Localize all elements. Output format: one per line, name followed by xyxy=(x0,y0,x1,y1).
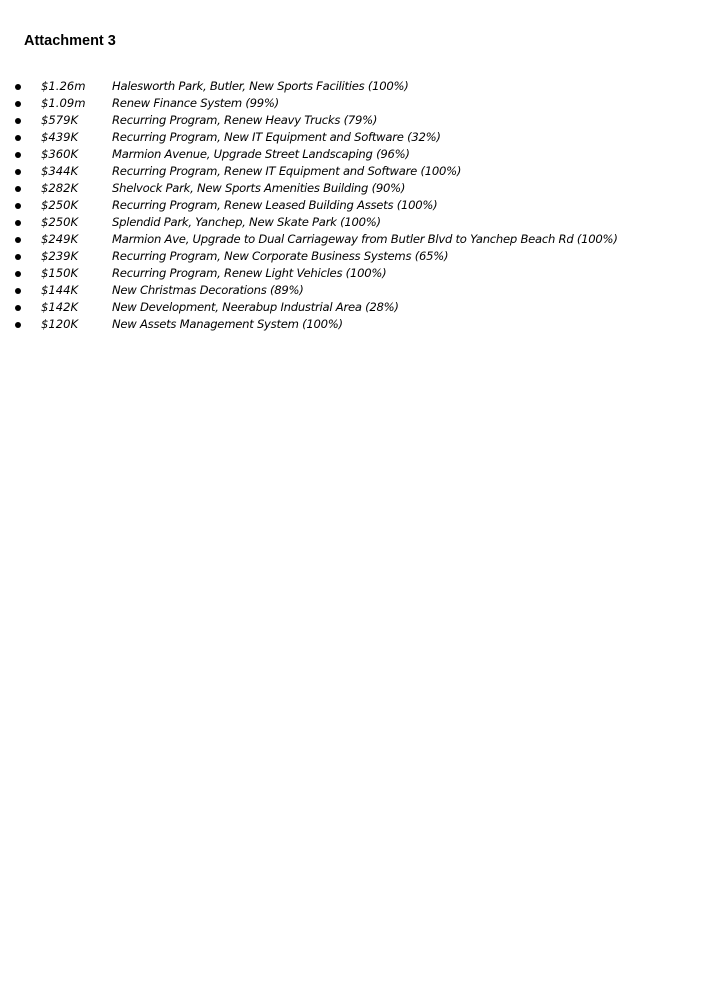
bullet-icon xyxy=(15,101,21,107)
list-item xyxy=(0,78,706,95)
bullet-icon xyxy=(15,322,21,328)
item-amount: $150K xyxy=(41,266,79,280)
item-amount: $360K xyxy=(41,147,79,161)
list-item xyxy=(0,180,706,197)
item-amount: $282K xyxy=(41,181,79,195)
item-description: Recurring Program, Renew Light Vehicles (100%) xyxy=(112,266,387,280)
item-description: Marmion Avenue, Upgrade Street Landscaping (96%) xyxy=(112,147,410,161)
list-item xyxy=(0,146,706,163)
bullet-icon xyxy=(15,152,21,158)
list-item xyxy=(0,282,706,299)
item-amount: $250K xyxy=(41,198,79,212)
bullet-icon xyxy=(15,237,21,243)
item-description: Recurring Program, Renew Leased Building Assets (100%) xyxy=(112,198,438,212)
list-item xyxy=(0,316,706,333)
bullet-icon xyxy=(15,118,21,124)
item-amount: $579K xyxy=(41,113,79,127)
item-description: Recurring Program, Renew Heavy Trucks (79%) xyxy=(112,113,378,127)
item-amount: $1.09m xyxy=(41,96,86,110)
item-amount: $344K xyxy=(41,164,79,178)
list-item xyxy=(0,248,706,265)
list-item xyxy=(0,197,706,214)
item-description: Halesworth Park, Butler, New Sports Facilities (100%) xyxy=(112,79,409,93)
item-description: New Development, Neerabup Industrial Area (28%) xyxy=(112,300,399,314)
item-description: Renew Finance System (99%) xyxy=(112,96,279,110)
item-description: Marmion Ave, Upgrade to Dual Carriageway from Butler Blvd to Yanchep Beach Rd (100%) xyxy=(112,232,618,246)
capital-items-list xyxy=(0,78,706,333)
bullet-icon xyxy=(15,254,21,260)
bullet-icon xyxy=(15,271,21,277)
bullet-icon xyxy=(15,220,21,226)
list-item xyxy=(0,299,706,316)
bullet-icon xyxy=(15,135,21,141)
item-description: Shelvock Park, New Sports Amenities Building (90%) xyxy=(112,181,406,195)
item-amount: $1.26m xyxy=(41,79,86,93)
item-amount: $239K xyxy=(41,249,79,263)
item-description: Recurring Program, New Corporate Business Systems (65%) xyxy=(112,249,449,263)
list-item xyxy=(0,265,706,282)
bullet-icon xyxy=(15,84,21,90)
list-item xyxy=(0,95,706,112)
list-item xyxy=(0,231,706,248)
item-description: New Christmas Decorations (89%) xyxy=(112,283,304,297)
list-item xyxy=(0,163,706,180)
item-amount: $439K xyxy=(41,130,79,144)
bullet-icon xyxy=(15,169,21,175)
item-description: New Assets Management System (100%) xyxy=(112,317,343,331)
item-description: Splendid Park, Yanchep, New Skate Park (100%) xyxy=(112,215,381,229)
item-amount: $250K xyxy=(41,215,79,229)
item-amount: $144K xyxy=(41,283,79,297)
list-item xyxy=(0,214,706,231)
bullet-icon xyxy=(15,186,21,192)
bullet-icon xyxy=(15,203,21,209)
item-description: Recurring Program, New IT Equipment and Software (32%) xyxy=(112,130,441,144)
list-item xyxy=(0,129,706,146)
item-amount: $142K xyxy=(41,300,79,314)
attachment-heading: Attachment 3 xyxy=(24,33,116,49)
item-amount: $249K xyxy=(41,232,79,246)
bullet-icon xyxy=(15,305,21,311)
bullet-icon xyxy=(15,288,21,294)
item-description: Recurring Program, Renew IT Equipment and Software (100%) xyxy=(112,164,462,178)
list-item xyxy=(0,112,706,129)
item-amount: $120K xyxy=(41,317,79,331)
